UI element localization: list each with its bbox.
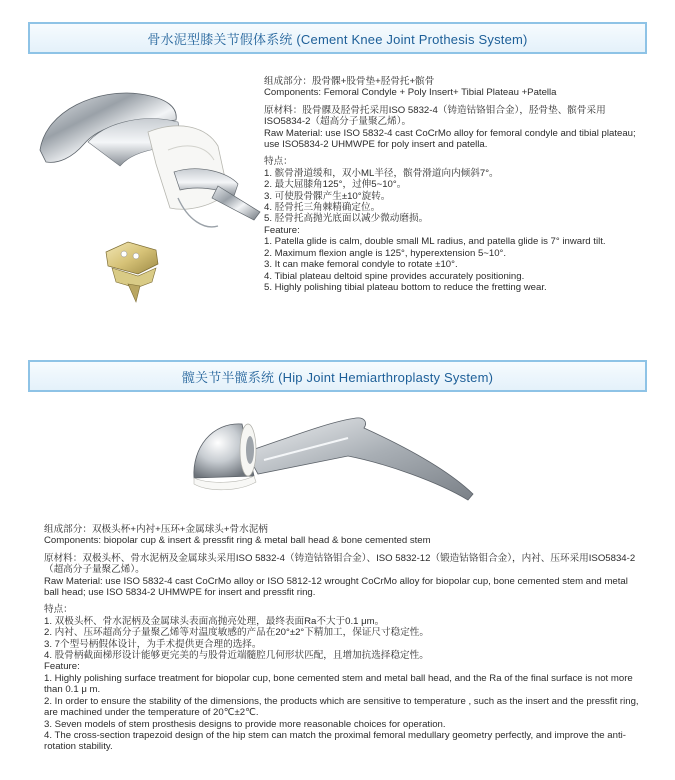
knee-material-cn: 原材料：股骨髁及胫骨托采用ISO 5832-4（铸造钴铬钼合金），胫骨垫、髌骨采用ISO5834-2（超高分子量聚乙烯）。: [264, 104, 606, 128]
hip-components-en: Components: biopolar cup & insert & pressfit ring & metal ball head & bone cemented stem: [44, 535, 431, 547]
hip-material-cn: 原材料：双极头杯、骨水泥柄及金属球头采用ISO 5832-4（铸造钴铬钼合金）、ISO 5832-12（锻造钴铬钼合金），内衬、压环采用ISO5834-2（超高分子量聚乙烯）。: [44, 552, 636, 576]
knee-feature-cn-5: 5. 胫骨托高抛光底面以减少微动磨损。: [264, 213, 429, 225]
hip-feature-en-4: 4. The cross-section trapezoid design of the hip stem can match the proximal femoral medullary geometry perfectly, and improve the anti-rotation stability.: [44, 729, 626, 753]
hip-feature-en-2: 2. In order to ensure the stability of the dimensions, the products which are sensitive to temperature , such as the insert and the pressfit ring, are machined under the temperature of 20℃±2℃.: [44, 695, 639, 719]
hip-feature-en-3: 3. Seven models of stem prosthesis designs to provide more reasonable choices for operation.: [44, 718, 446, 730]
knee-feature-en-4: 4. Tibial plateau deltoid spine provides accurately positioning.: [264, 270, 525, 282]
knee-components-cn: 组成部分：股骨髁+股骨垫+胫骨托+髌骨: [264, 76, 435, 87]
knee-prosthesis-image: [28, 80, 268, 240]
hip-components-cn: 组成部分：双极头杯+内衬+压环+金属球头+骨水泥柄: [44, 524, 268, 535]
knee-feature-en-3: 3. It can make femoral condyle to rotate ±10°.: [264, 259, 458, 271]
knee-feature-en-2: 2. Maximum flexion angle is 125°, hyperextension 5~10°.: [264, 247, 507, 259]
knee-features-en-label: Feature:: [264, 224, 300, 236]
knee-components-en: Components: Femoral Condyle + Poly Insert+ Tibial Plateau +Patella: [264, 87, 557, 99]
hip-material-en: Raw Material: use ISO 5832-4 cast CoCrMo alloy or ISO 5812-12 wrought CoCrMo alloy for biopolar cup, bone cemented stem and metal ball head; use ISO 5834-2 UHMWPE for insert and pressfit ring.: [44, 575, 628, 599]
knee-feature-cn-3: 3. 可使股骨髁产生±10°旋转。: [264, 190, 391, 202]
hip-features-cn-label: 特点：: [44, 604, 73, 616]
hip-features-en-label: Feature:: [44, 661, 80, 673]
hip-prosthesis-image: [188, 408, 478, 518]
knee-feature-en-5: 5. Highly polishing tibial plateau bottom to reduce the fretting wear.: [264, 281, 547, 293]
knee-material-en: Raw Material: use ISO 5832-4 cast CoCrMo alloy for femoral condyle and tibial plateau; use ISO5834-2 UHMWPE for poly insert and patella.: [264, 127, 636, 151]
hip-section-title: 髋关节半髋系统 (Hip Joint Hemiarthroplasty System): [28, 360, 647, 392]
hip-feature-en-1: 1. Highly polishing surface treatment for biopolar cup, bone cemented stem and metal ball head, and the Ra of the final surface is not more than 0.1 μ m.: [44, 672, 633, 696]
knee-feature-en-1: 1. Patella glide is calm, double small ML radius, and patella glide is 7° inward tilt.: [264, 236, 606, 248]
knee-section-title: 骨水泥型膝关节假体系统 (Cement Knee Joint Prothesis System): [28, 22, 647, 54]
tibial-insert-image: [98, 234, 168, 304]
knee-feature-cn-2: 2. 最大屈膝角125°，过伸5~10°。: [264, 179, 407, 191]
knee-features-cn-label: 特点：: [264, 156, 293, 168]
hip-feature-cn-1: 1. 双极头杯、骨水泥柄及金属球头表面高抛亮处理，最终表面Ra不大于0.1 μm。: [44, 615, 385, 627]
hip-feature-cn-2: 2. 内衬、压环超高分子量聚乙烯等对温度敏感的产品在20°±2°下精加工，保证尺寸稳定性。: [44, 627, 429, 639]
hip-feature-cn-3: 3. 7个型号柄假体设计，为手术提供更合理的选择。: [44, 638, 262, 650]
knee-feature-cn-4: 4. 胫骨托三角棘精确定位。: [264, 202, 381, 214]
hip-feature-cn-4: 4. 股骨柄截面梯形设计能够更完美的与股骨近端髓腔几何形状匹配，且增加抗选择稳定性。: [44, 650, 429, 662]
knee-feature-cn-1: 1. 髌骨滑道缓和，双小ML半径，髌骨滑道向内倾斜7°。: [264, 167, 499, 179]
